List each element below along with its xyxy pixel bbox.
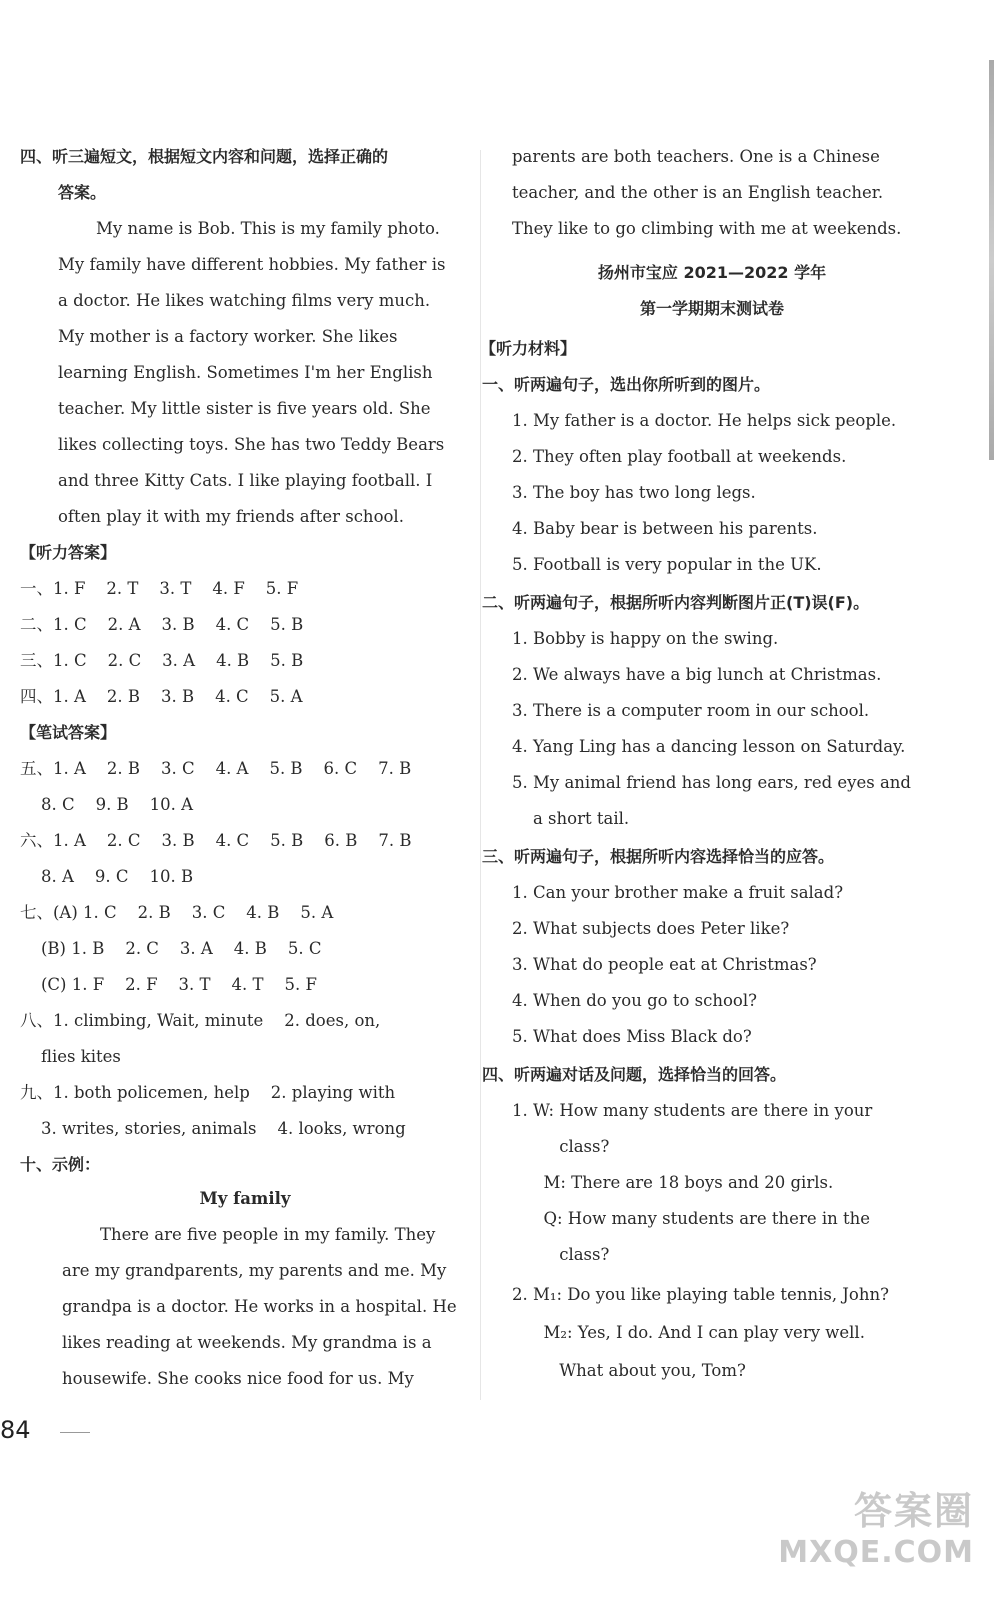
answer-row: 十、示例：: [20, 1155, 101, 1174]
section1-item: 4. Baby bear is between his parents.: [512, 519, 818, 538]
essay-continued-line: They like to go climbing with me at weekends.: [512, 219, 902, 238]
answer-row: 四、1. A 2. B 3. B 4. C 5. A: [20, 687, 303, 706]
section1-item: 2. They often play football at weekends.: [512, 447, 847, 466]
section2-item: 3. There is a computer room in our school.: [512, 701, 870, 720]
essay-title: My family: [199, 1189, 291, 1208]
section4-item: class?: [512, 1137, 610, 1156]
section2-item: 2. We always have a big lunch at Christmas.: [512, 665, 882, 684]
essay-line: likes reading at weekends. My grandma is a: [62, 1333, 432, 1352]
section2-item: 5. My animal friend has long ears, red eyes and: [512, 773, 911, 792]
answer-row: flies kites: [20, 1047, 121, 1066]
watermark-line1: 答案圈: [853, 1489, 974, 1533]
page-number-rule: [60, 1432, 90, 1433]
answer-row: 六、1. A 2. C 3. B 4. C 5. B 6. B 7. B: [20, 831, 412, 850]
watermark-line2: MXQE.COM: [778, 1535, 974, 1570]
answer-row: 九、1. both policemen, help 2. playing with: [20, 1083, 396, 1102]
passage-line: likes collecting toys. She has two Teddy Bears: [58, 435, 445, 454]
section3-item: 3. What do people eat at Christmas?: [512, 955, 817, 974]
passage-line: teacher. My little sister is five years old. She: [58, 399, 431, 418]
passage-line: and three Kitty Cats. I like playing football. I: [58, 471, 433, 490]
section2-item: 1. Bobby is happy on the swing.: [512, 629, 779, 648]
site-watermark: [778, 1480, 974, 1570]
section2-item: 4. Yang Ling has a dancing lesson on Saturday.: [512, 737, 906, 756]
section4-item: 2. M₁: Do you like playing table tennis, John?: [512, 1285, 889, 1304]
section1-item: 3. The boy has two long legs.: [512, 483, 756, 502]
passage-line: often play it with my friends after school.: [58, 507, 404, 526]
written-answers-label: 【笔试答案】: [20, 723, 117, 742]
answer-row: (B) 1. B 2. C 3. A 4. B 5. C: [20, 939, 322, 958]
answer-row: 一、1. F 2. T 3. T 4. F 5. F: [20, 579, 299, 598]
page-number: 84: [0, 1416, 31, 1444]
section3-item: 2. What subjects does Peter like?: [512, 919, 790, 938]
section4-item: What about you, Tom?: [512, 1361, 746, 1380]
section3-item: 5. What does Miss Black do?: [512, 1027, 752, 1046]
listening-material-label: 【听力材料】: [480, 339, 577, 358]
section1-heading: 一、听两遍句子，选出你所听到的图片。: [482, 375, 771, 394]
answer-row: 二、1. C 2. A 3. B 4. C 5. B: [20, 615, 304, 634]
answer-row: 五、1. A 2. B 3. C 4. A 5. B 6. C 7. B: [20, 759, 412, 778]
test-title-line1: 扬州市宝应 2021—2022 学年: [597, 263, 827, 282]
page-spine-shadow: [989, 60, 994, 460]
answer-row: (C) 1. F 2. F 3. T 4. T 5. F: [20, 975, 317, 994]
section4-item: class?: [512, 1245, 610, 1264]
answer-row: 8. A 9. C 10. B: [20, 867, 194, 886]
passage-line: My family have different hobbies. My father is: [58, 255, 446, 274]
answer-row: 3. writes, stories, animals 4. looks, wrong: [20, 1119, 406, 1138]
passage-line: My mother is a factory worker. She likes: [58, 327, 398, 346]
answer-row: 8. C 9. B 10. A: [20, 795, 194, 814]
section2-heading: 二、听两遍句子，根据所听内容判断图片正(T)误(F)。: [482, 593, 870, 612]
section1-item: 5. Football is very popular in the UK.: [512, 555, 822, 574]
essay-line: grandpa is a doctor. He works in a hospital. He: [62, 1297, 457, 1316]
essay-line: housewife. She cooks nice food for us. My: [62, 1369, 414, 1388]
passage-line: a doctor. He likes watching films very much.: [58, 291, 431, 310]
section4-item: Q: How many students are there in the: [512, 1209, 871, 1228]
passage-line: My name is Bob. This is my family photo.: [96, 219, 440, 238]
essay-line: There are five people in my family. They: [100, 1225, 436, 1244]
listening-answers-label: 【听力答案】: [20, 543, 117, 562]
answer-row: 八、1. climbing, Wait, minute 2. does, on,: [20, 1011, 381, 1030]
section1-item: 1. My father is a doctor. He helps sick people.: [512, 411, 897, 430]
section4-heading: 四、听两遍对话及问题，选择恰当的回答。: [482, 1065, 787, 1084]
section4-item: 1. W: How many students are there in your: [512, 1101, 873, 1120]
section4-heading-line1: 四、听三遍短文，根据短文内容和问题，选择正确的: [20, 147, 389, 166]
section3-item: 4. When do you go to school?: [512, 991, 757, 1010]
section3-heading: 三、听两遍句子，根据所听内容选择恰当的应答。: [482, 847, 835, 866]
section4-item: M: There are 18 boys and 20 girls.: [512, 1173, 834, 1192]
answer-row: 七、(A) 1. C 2. B 3. C 4. B 5. A: [20, 903, 334, 922]
passage-line: learning English. Sometimes I'm her English: [58, 363, 433, 382]
test-title-line2: 第一学期期末测试卷: [639, 299, 784, 318]
essay-continued-line: parents are both teachers. One is a Chinese: [512, 147, 880, 166]
section4-item: M₂: Yes, I do. And I can play very well.: [512, 1323, 865, 1342]
section4-heading-line2: 答案。: [58, 183, 107, 202]
section2-item: a short tail.: [512, 809, 630, 828]
section3-item: 1. Can your brother make a fruit salad?: [512, 883, 844, 902]
essay-continued-line: teacher, and the other is an English teacher.: [512, 183, 884, 202]
essay-line: are my grandparents, my parents and me. My: [62, 1261, 447, 1280]
answer-row: 三、1. C 2. C 3. A 4. B 5. B: [20, 651, 304, 670]
